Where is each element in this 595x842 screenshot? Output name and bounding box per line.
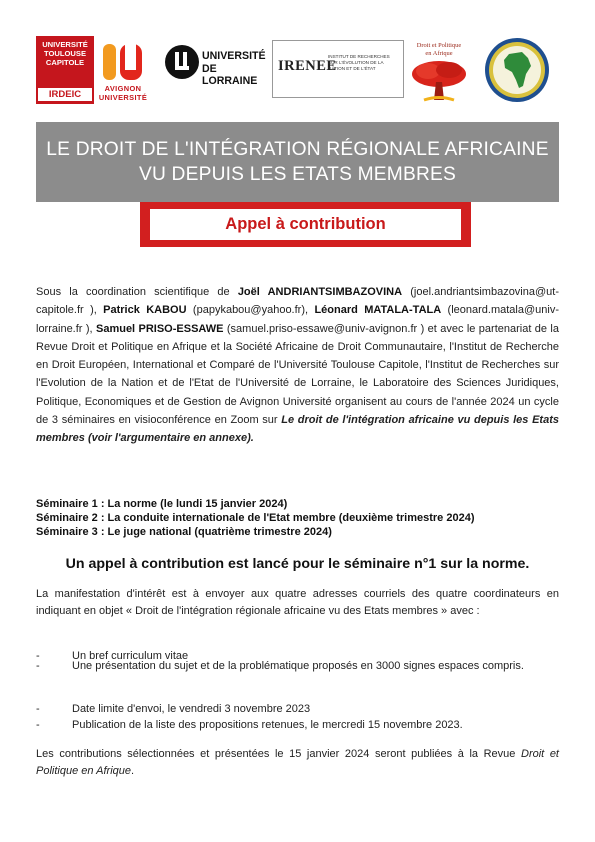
intro-text-1: Sous la coordination scientifique de xyxy=(36,286,238,298)
irenee-subtitle: INSTITUT DE RECHERCHES SUR L'ÉVOLUTION DE LA NATION ET DE L'ÉTAT xyxy=(328,54,390,71)
seminar-1: Séminaire 1 : La norme (le lundi 15 janvier 2024) xyxy=(36,498,288,510)
coordinator-4: Samuel PRISO-ESSAWE xyxy=(95,322,224,335)
list-dash: - xyxy=(36,703,40,715)
lorraine-mark-icon xyxy=(164,44,200,80)
droit-politique-afrique-logo xyxy=(406,42,472,106)
title-banner xyxy=(36,122,559,202)
manifestation-paragraph: La manifestation d'intérêt est à envoyer aux quatre adresses courriels des quatre coordinateurs en indiquant en objet « Droit de l'intégration régionale africaine vu des Etats membres » avec : xyxy=(36,588,559,617)
list-item-text: Date limite d'envoi, le vendredi 3 novembre 2023 xyxy=(72,703,311,715)
journal-name: Droit et Politique en Afrique xyxy=(36,748,559,777)
irenee-logo xyxy=(272,40,404,98)
list-item-presentation xyxy=(36,658,559,675)
avignon-logo xyxy=(94,38,152,106)
intro-text-2: (joel.andriantsimbazovina@ut-capitole.fr ), xyxy=(36,286,559,317)
intro-text-4: (leonard.matala@univ-lorraine.fr ), xyxy=(36,304,560,335)
intro-paragraph xyxy=(36,283,559,448)
list-item-text: Publication de la liste des propositions retenues, le mercredi 15 novembre 2023. xyxy=(72,719,463,731)
africa-seal-icon xyxy=(476,36,558,104)
irenee-name: IRENEE xyxy=(278,58,337,74)
seminar-topic: Le droit de l'intégration africaine vu depuis les Etats membres (voir l'argumentaire en annexe). xyxy=(36,414,559,445)
irdeic-label: IRDEIC xyxy=(38,88,92,101)
list-item-text: Une présentation du sujet et de la problématique proposés en 3000 signes espaces compris. xyxy=(72,660,524,672)
lorraine-line-1: UNIVERSITÉ xyxy=(202,50,266,62)
final-end: . xyxy=(131,764,135,777)
dpa-line-2: en Afrique xyxy=(425,49,453,57)
lorraine-line-2: DE LORRAINE xyxy=(202,62,258,87)
title-line-1: LE DROIT DE L'INTÉGRATION RÉGIONALE AFRICAINE xyxy=(46,139,549,160)
page-title xyxy=(38,137,558,187)
announcement: Un appel à contribution est lancé pour le séminaire n°1 sur la norme. xyxy=(65,556,530,572)
seminar-3: Séminaire 3 : Le juge national (quatrième trimestre 2024) xyxy=(36,526,332,538)
coordinator-2: Patrick KABOU xyxy=(103,304,187,317)
societe-africaine-logo xyxy=(476,36,558,104)
list-item-deadline xyxy=(36,701,559,718)
intro-text-5: (samuel.priso-essawe@univ-avignon.fr ) et avec le partenariat de la Revue Droit et Politique en Afrique et la Société Africaine de Droit Communautaire, l'Institut de Recherche en Droit Européen, International et Comparé de l'Université Toulouse Capitole, l'Institut de Recherches sur l'Evolution de la Nation et de l'Etat de l'Université de Lorraine, le Laboratoire des Sciences Juridiques, Politique, Economiques et de Gestion de Avignon Université organisent au cours de l'année 2024 un cycle de 3 séminaires en visioconférence en Zoom sur xyxy=(36,322,559,427)
call-box xyxy=(150,209,461,240)
avignon-line-1: AVIGNON xyxy=(104,84,142,93)
baobab-tree-icon xyxy=(406,58,472,106)
coordinator-3: Léonard MATALA-TALA xyxy=(314,304,442,317)
dpa-line-1: Droit et Politique xyxy=(416,42,462,49)
title-line-2: VU DEPUIS LES ETATS MEMBRES xyxy=(138,164,457,185)
universite-lorraine-logo xyxy=(164,44,272,94)
toulouse-line-2: TOULOUSE xyxy=(43,49,87,58)
toulouse-line-3: CAPITOLE xyxy=(45,58,85,67)
final-text: Les contributions sélectionnées et présentées le 15 janvier 2024 seront publiées à la Revue xyxy=(36,748,521,760)
coordinator-1: Joël ANDRIANTSIMBAZOVINA xyxy=(237,286,403,298)
list-item-text: Un bref curriculum vitae xyxy=(72,650,189,662)
call-heading: Appel à contribution xyxy=(225,215,386,233)
list-item-publication xyxy=(36,717,559,734)
toulouse-line-1: UNIVERSITÉ xyxy=(42,40,88,49)
seminar-2: Séminaire 2 : La conduite internationale de l'Etat membre (deuxième trimestre 2024) xyxy=(36,512,475,524)
list-dash: - xyxy=(36,719,40,731)
final-paragraph xyxy=(36,746,559,779)
partner-logos xyxy=(36,34,559,106)
intro-text-3: (papykabou@yahoo.fr), xyxy=(186,304,315,317)
list-dash: - xyxy=(36,650,40,662)
call-banner xyxy=(140,202,471,247)
toulouse-capitole-logo xyxy=(36,36,94,104)
list-dash: - xyxy=(36,660,40,672)
avignon-line-2: UNIVERSITÉ xyxy=(98,92,148,102)
avignon-mark-icon xyxy=(94,38,152,84)
